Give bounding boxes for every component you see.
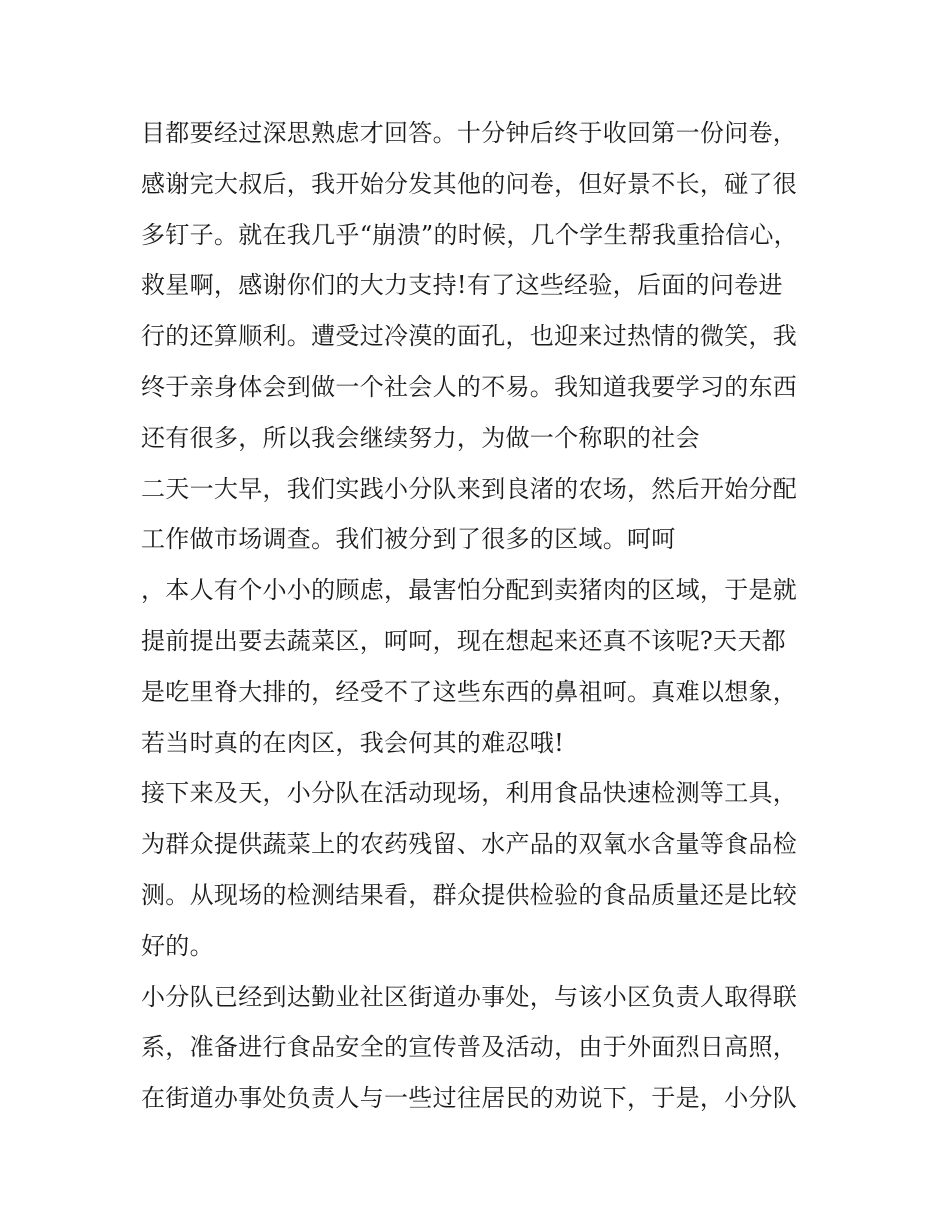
text-line: 若当时真的在肉区，我会何其的难忍哦! (141, 728, 565, 757)
text-line: 测。从现场的检测结果看，群众提供检验的食品质量还是比较 (141, 880, 798, 909)
text-line: 还有很多，所以我会继续努力，为做一个称职的社会 (141, 423, 700, 452)
text-line: 多钉子。就在我几乎“崩溃”的时候，几个学生帮我重拾信心， (141, 220, 798, 249)
text-line: 感谢完大叔后，我开始分发其他的问卷，但好景不长，碰了很 (141, 169, 798, 198)
text-line: 接下来及天，小分队在活动现场，利用食品快速检测等工具， (141, 779, 798, 808)
text-line: ，本人有个小小的顾虑，最害怕分配到卖猪肉的区域，于是就 (141, 576, 798, 605)
text-line: 是吃里脊大排的，经受不了这些东西的鼻祖呵。真难以想象， (141, 677, 798, 706)
text-line: 好的。 (141, 931, 214, 960)
body-text (141, 108, 821, 1124)
text-line: 在街道办事处负责人与一些过往居民的劝说下，于是，小分队 (141, 1084, 798, 1113)
text-line: 终于亲身体会到做一个社会人的不易。我知道我要学习的东西 (141, 372, 798, 401)
text-line: 提前提出要去蔬菜区，呵呵，现在想起来还真不该呢?天天都 (141, 626, 786, 655)
text-line: 工作做市场调查。我们被分到了很多的区域。呵呵 (141, 525, 676, 554)
text-line: 行的还算顺利。遭受过冷漠的面孔，也迎来过热情的微笑，我 (141, 322, 798, 351)
text-line: 为群众提供蔬菜上的农药残留、水产品的双氧水含量等食品检 (141, 830, 798, 859)
text-line: 系，准备进行食品安全的宣传普及活动，由于外面烈日高照， (141, 1033, 798, 1062)
text-line: 二天一大早，我们实践小分队来到良渚的农场，然后开始分配 (141, 474, 798, 503)
text-line: 救星啊，感谢你们的大力支持!有了这些经验，后面的问卷进 (141, 271, 783, 300)
text-line: 小分队已经到达勤业社区街道办事处，与该小区负责人取得联 (141, 982, 798, 1011)
text-line: 目都要经过深思熟虑才回答。十分钟后终于收回第一份问卷， (141, 119, 798, 147)
